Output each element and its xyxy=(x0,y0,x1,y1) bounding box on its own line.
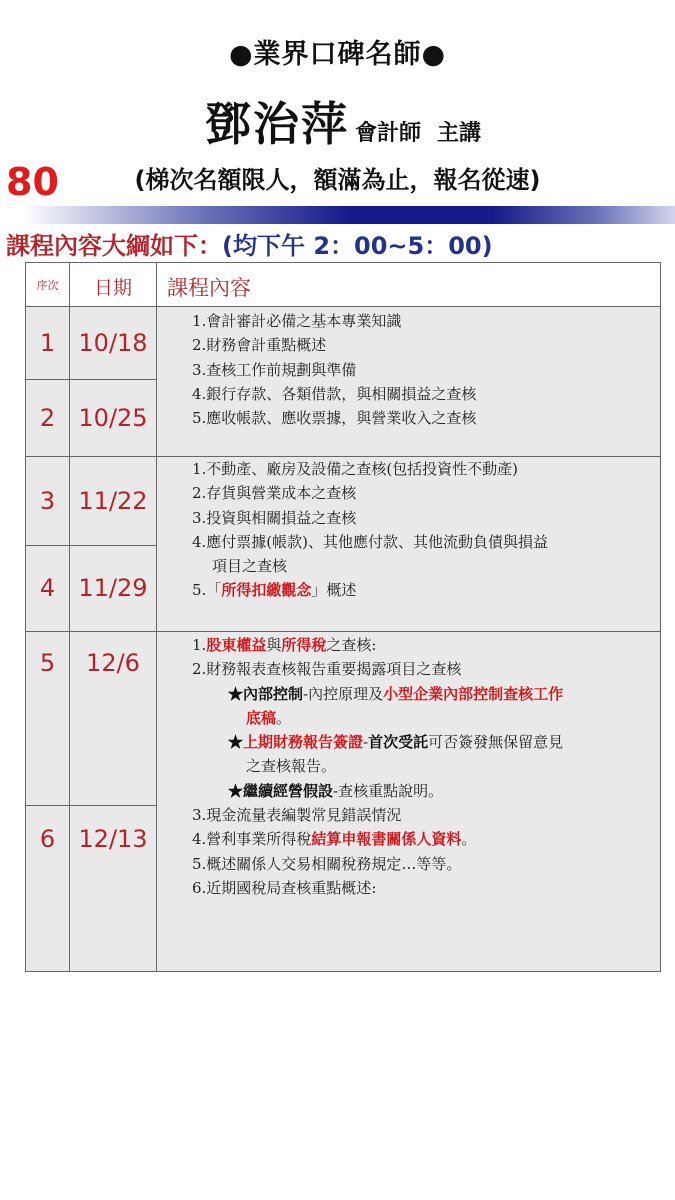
speaker-host: 主講 xyxy=(437,120,482,146)
list-item: 5.概述關係人交易相關稅務規定…等等。 xyxy=(192,854,462,873)
list-item: 2.財務報表查核報告重要揭露項目之查核 xyxy=(192,660,462,679)
highlight-text: 底稿 xyxy=(246,708,277,727)
content-block-3 xyxy=(192,633,563,900)
sub-item xyxy=(192,779,563,803)
text-part: - xyxy=(363,733,369,752)
list-item: 1.會計審計必備之基本專業知識 xyxy=(192,312,402,330)
gradient-divider xyxy=(22,206,675,224)
row-divider xyxy=(26,379,156,380)
list-item: 1.不動產、廠房及設備之查核(包括投資性不動產) xyxy=(192,460,519,478)
list-item: 3.現金流量表編製常見錯誤情況 xyxy=(192,806,402,825)
session-date: 10/18 xyxy=(78,329,148,357)
star-icon: ★ xyxy=(228,781,244,800)
row-divider xyxy=(26,805,156,806)
list-item: 3.投資與相關損益之查核 xyxy=(192,508,357,527)
quota-line xyxy=(0,160,675,204)
quota-prefix: (梯次名額限 xyxy=(134,166,266,194)
session-date: 11/22 xyxy=(78,487,148,515)
speaker-name: 鄧治萍 xyxy=(205,97,349,151)
column-divider xyxy=(156,263,157,971)
session-date: 10/25 xyxy=(78,404,148,432)
list-item: 3.查核工作前規劃與準備 xyxy=(192,360,357,379)
sub-item-continued xyxy=(192,706,563,730)
session-number: 3 xyxy=(39,487,56,515)
session-number: 1 xyxy=(39,329,56,357)
course-table xyxy=(25,262,661,972)
list-item-continued: 項目之查核 xyxy=(212,557,288,576)
session-number: 6 xyxy=(39,825,56,853)
speaker-role: 會計師 xyxy=(355,120,422,146)
row-divider xyxy=(26,631,660,632)
session-date: 11/29 xyxy=(78,574,148,602)
highlight-text: 小型企業內部控制查核工作 xyxy=(383,684,564,703)
row-divider xyxy=(26,545,156,546)
header-content: 課程內容 xyxy=(167,276,251,300)
highlight-text: 結算申報書關係人資料 xyxy=(311,830,462,849)
list-item: 4.銀行存款、各類借款，與相關損益之查核 xyxy=(192,384,477,403)
bold-text: 繼續經營假設 xyxy=(243,781,334,800)
famous-teacher-badge: ●業界口碑名師● xyxy=(228,39,447,70)
column-divider xyxy=(69,263,70,971)
text-part: 。 xyxy=(276,708,292,727)
speaker-heading xyxy=(205,88,481,154)
table-header-row xyxy=(26,263,660,307)
list-item xyxy=(192,578,548,602)
session-number: 5 xyxy=(39,649,56,677)
session-date: 12/13 xyxy=(78,825,148,853)
content-block-1 xyxy=(192,309,476,430)
highlight-text: 所得扣繳觀念 xyxy=(221,581,312,600)
text-part: -查核重點說明。 xyxy=(333,781,444,800)
sub-item xyxy=(192,730,563,754)
sub-item xyxy=(192,682,563,706)
sub-item-continued: 之查核報告。 xyxy=(246,757,337,776)
text-part: 與 xyxy=(266,636,282,654)
text-part: 之查核: xyxy=(326,636,377,654)
text-part: 。 xyxy=(461,830,477,849)
text-part: -內控原理及 xyxy=(303,684,384,703)
list-item: 2.存貨與營業成本之查核 xyxy=(192,484,357,503)
text-part: 4.營利事業所得稅 xyxy=(192,830,312,849)
session-number: 2 xyxy=(39,404,56,432)
star-icon: ★ xyxy=(228,733,244,752)
text-part: 5.「 xyxy=(192,581,222,600)
content-block-2 xyxy=(192,457,548,603)
highlight-text: 上期財務報告簽證 xyxy=(243,733,364,752)
session-number: 4 xyxy=(39,574,56,602)
quota-suffix: 人，額滿為止，報名從速) xyxy=(265,166,541,194)
list-item: 2.財務會計重點概述 xyxy=(192,336,327,355)
list-item: 4.應付票據(帳款)、其他應付款、其他流動負債與損益 xyxy=(192,532,549,551)
bold-text: 內部控制 xyxy=(243,684,304,703)
outline-heading xyxy=(6,226,493,261)
star-icon: ★ xyxy=(228,684,244,703)
text-part: 可否簽發無保留意見 xyxy=(428,733,564,752)
list-item xyxy=(192,827,563,851)
text-part: 1. xyxy=(192,636,207,654)
quota-number: 80 xyxy=(6,160,59,204)
outline-time: (均下午 2：00~5：00) xyxy=(222,232,493,260)
list-item xyxy=(192,633,563,657)
list-item: 6.近期國稅局查核重點概述: xyxy=(192,878,377,897)
highlight-text: 所得稅 xyxy=(281,636,327,654)
highlight-text: 股東權益 xyxy=(206,636,267,654)
session-date: 12/6 xyxy=(86,649,140,677)
text-part: 」概述 xyxy=(311,581,357,600)
list-item: 5.應收帳款、應收票據，與營業收入之查核 xyxy=(192,409,477,428)
header-seq: 序次 xyxy=(36,279,59,292)
outline-label: 課程內容大綱如下： xyxy=(6,232,222,260)
bold-text: 首次受託 xyxy=(368,733,429,752)
header-date: 日期 xyxy=(93,277,132,299)
